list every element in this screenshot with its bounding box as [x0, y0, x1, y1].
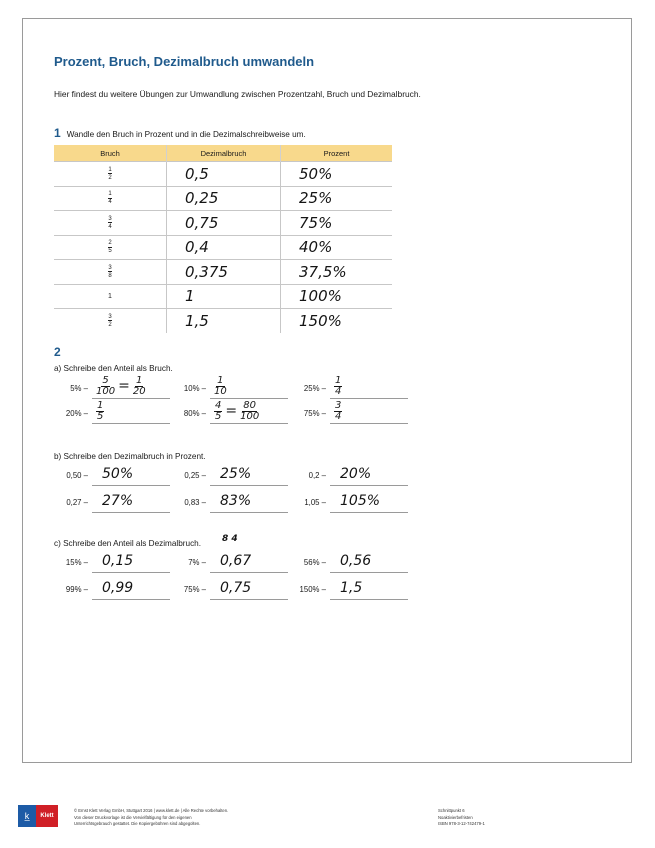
task-2c-label: 75% –: [183, 585, 206, 594]
cell-bruch: [54, 309, 167, 333]
klett-logo-text: Klett: [36, 805, 58, 827]
fraction-denominator: 20: [132, 385, 146, 397]
fraction-numerator: 1: [217, 375, 224, 386]
answer-line: [210, 599, 288, 600]
fraction-denominator: 4: [108, 223, 112, 230]
cell-prozent: [281, 162, 393, 187]
fraction-numerator: 5: [102, 375, 109, 386]
handwritten-fraction: [240, 401, 259, 421]
table-row: [54, 309, 392, 333]
cell-prozent: [281, 186, 393, 211]
handwritten-fraction-answer: [96, 376, 146, 396]
handwritten-percent: 25%: [299, 189, 333, 208]
task-1-number: 1: [54, 126, 61, 140]
task-2c-label: 56% –: [303, 558, 326, 567]
task-2c-label: 7% –: [188, 558, 206, 567]
whole-number: 1: [108, 292, 112, 300]
task-2b-label: 0,50 –: [66, 471, 88, 480]
fraction-numerator: 1: [335, 375, 342, 386]
answer-line: [330, 423, 408, 424]
handwritten-fraction-answer: [96, 401, 104, 421]
task-2b-label: 0,27 –: [66, 498, 88, 507]
cell-dezimalbruch: [167, 260, 281, 285]
task-2-number: 2: [54, 345, 61, 359]
footer-copyright: [74, 808, 228, 828]
handwritten-percent: 150%: [299, 311, 342, 330]
fraction: [108, 216, 112, 230]
task-1-heading: [54, 124, 306, 142]
fraction-numerator: 3: [108, 264, 112, 271]
fraction-denominator: 10: [214, 385, 227, 397]
conversion-table: [54, 145, 392, 333]
handwritten-percent: 40%: [299, 238, 333, 257]
fraction-denominator: 5: [108, 248, 112, 255]
answer-line: [92, 599, 170, 600]
table-row: [54, 284, 392, 309]
handwritten-fraction: [214, 376, 227, 396]
handwritten-fraction: [214, 401, 222, 421]
fraction-numerator: 2: [108, 240, 112, 247]
handwritten-answer: 25%: [220, 466, 252, 482]
intro-text: Hier findest du weitere Übungen zur Umwandlung zwischen Prozentzahl, Bruch und Dezimalbruch.: [54, 89, 421, 99]
task-2a-label: 20% –: [65, 409, 88, 418]
page-title: Prozent, Bruch, Dezimalbruch umwandeln: [54, 54, 315, 69]
handwritten-answer: 27%: [102, 493, 134, 509]
handwritten-fraction: [334, 401, 342, 421]
column-header-dezimalbruch: Dezimalbruch: [167, 145, 281, 162]
answer-line: [210, 572, 288, 573]
handwritten-decimal: 0,75: [185, 213, 219, 232]
handwritten-answer: 105%: [340, 493, 381, 509]
column-header-bruch: Bruch: [54, 145, 167, 162]
answer-line: [330, 398, 408, 399]
task-2c-label: 99% –: [65, 585, 88, 594]
task-2b-heading: b) Schreibe den Dezimalbruch in Prozent.: [54, 452, 206, 461]
klett-logo-mark: k̲: [18, 805, 36, 827]
handwritten-fraction-answer: [334, 401, 342, 421]
answer-line: [210, 423, 288, 424]
handwritten-decimal: 0,25: [185, 189, 219, 208]
answer-line: [210, 512, 288, 513]
fraction: [108, 191, 112, 205]
fraction-denominator: 4: [335, 385, 342, 397]
fraction-denominator: 100: [240, 410, 260, 422]
handwritten-fraction-answer: [334, 376, 342, 396]
handwritten-decimal: 0,4: [185, 238, 209, 257]
cell-dezimalbruch: [167, 186, 281, 211]
footer-book-info: [438, 808, 485, 828]
handwritten-decimal: 1,5: [185, 311, 209, 330]
fraction-numerator: 1: [97, 400, 104, 411]
footer-line: Noaktivierbefristen: [438, 814, 473, 820]
fraction-denominator: 5: [215, 410, 222, 422]
fraction-denominator: 2: [108, 321, 112, 328]
handwritten-percent: 50%: [299, 164, 333, 183]
task-2b-label: 0,83 –: [184, 498, 206, 507]
cell-dezimalbruch: [167, 235, 281, 260]
fraction-numerator: 4: [215, 400, 222, 411]
cell-dezimalbruch: [167, 309, 281, 333]
fraction: [108, 240, 112, 254]
klett-logo: [18, 805, 58, 827]
cell-dezimalbruch: [167, 284, 281, 309]
answer-line: [92, 485, 170, 486]
table-header-row: [54, 145, 392, 162]
answer-line: [210, 398, 288, 399]
answer-line: [330, 485, 408, 486]
task-2b-label: 0,25 –: [184, 471, 206, 480]
task-2b-label: 1,05 –: [304, 498, 326, 507]
table-row: [54, 186, 392, 211]
footer-line: Schnittpunkt 6: [438, 808, 465, 813]
cell-prozent: [281, 284, 393, 309]
handwritten-fraction-answer: [214, 376, 227, 396]
answer-line: [330, 512, 408, 513]
fraction-denominator: 4: [335, 410, 342, 422]
handwritten-decimal: 0,375: [185, 262, 228, 281]
fraction-numerator: 3: [108, 215, 112, 222]
handwritten-answer: 50%: [102, 466, 134, 482]
task-2c-label: 150% –: [299, 585, 326, 594]
cell-prozent: [281, 211, 393, 236]
answer-line: [92, 423, 170, 424]
handwritten-percent: 75%: [299, 213, 333, 232]
handwritten-answer: 0,56: [340, 553, 372, 569]
task-2a-label: 25% –: [303, 384, 326, 393]
handwritten-answer: 83%: [220, 493, 252, 509]
answer-line: [92, 512, 170, 513]
handwritten-decimal: 1: [185, 287, 195, 306]
handwritten-answer: 20%: [340, 466, 372, 482]
fraction-denominator: 8: [108, 272, 112, 279]
fraction-denominator: 2: [108, 174, 112, 181]
answer-line: [210, 485, 288, 486]
equals-sign: =: [225, 403, 238, 419]
handwritten-decimal: 0,5: [185, 164, 209, 183]
handwritten-answer: 1,5: [340, 580, 363, 596]
task-2a-label: 80% –: [183, 409, 206, 418]
footer-line: Von dieser Druckvorlage ist die Vervielfältigung für den eigenen: [74, 814, 192, 820]
handwritten-fraction: [96, 376, 115, 396]
handwritten-answer: 0,99: [102, 580, 134, 596]
cell-dezimalbruch: [167, 162, 281, 187]
fraction: [108, 265, 112, 279]
handwritten-fraction: [133, 376, 146, 396]
fraction: [108, 314, 112, 328]
fraction-denominator: 5: [97, 410, 104, 422]
fraction: [108, 167, 112, 181]
fraction-numerator: 3: [335, 400, 342, 411]
column-header-prozent: Prozent: [281, 145, 393, 162]
cell-bruch: [54, 186, 167, 211]
handwritten-fraction: [334, 376, 342, 396]
answer-line: [92, 398, 170, 399]
handwritten-percent: 37,5%: [299, 262, 347, 281]
fraction-numerator: 1: [108, 191, 112, 198]
cell-prozent: [281, 309, 393, 333]
answer-line: [92, 572, 170, 573]
fraction-numerator: 1: [136, 375, 143, 386]
handwritten-answer: 0,67: [220, 553, 252, 569]
table-row: [54, 235, 392, 260]
cell-bruch: [54, 260, 167, 285]
footer-line: ISBN 978-3-12-742479-1: [438, 821, 485, 826]
footer-line: © Ernst Klett Verlag GmbH, Stuttgart 2016 | www.klett.de | Alle Rechte vorbehalten.: [74, 808, 229, 813]
cell-bruch: [54, 162, 167, 187]
handwritten-fraction-answer: [214, 401, 259, 421]
cell-prozent: [281, 235, 393, 260]
task-2a-heading: a) Schreibe den Anteil als Bruch.: [54, 364, 173, 373]
table-row: [54, 211, 392, 236]
fraction-numerator: 3: [108, 313, 112, 320]
table-row: [54, 162, 392, 187]
task-2a-label: 75% –: [303, 409, 326, 418]
cell-bruch: [54, 284, 167, 309]
cell-bruch: [54, 235, 167, 260]
answer-line: [330, 599, 408, 600]
task-2c-heading: c) Schreibe den Anteil als Dezimalbruch.: [54, 539, 201, 548]
handwritten-percent: 100%: [299, 287, 342, 306]
handwritten-fraction: [96, 401, 104, 421]
task-2a-label: 10% –: [183, 384, 206, 393]
answer-line: [330, 572, 408, 573]
cell-prozent: [281, 260, 393, 285]
handwritten-answer: 0,75: [220, 580, 252, 596]
fraction-denominator: 4: [108, 199, 112, 206]
equals-sign: =: [118, 378, 130, 394]
footer-line: Unterrichtsgebrauch gestattet. Die Kopiergebühren sind abgegolten.: [74, 821, 201, 826]
cell-bruch: [54, 211, 167, 236]
table-row: [54, 260, 392, 285]
task-2c-scribble-note: 8 4: [222, 534, 238, 544]
fraction-numerator: 1: [108, 166, 112, 173]
task-2a-label: 5% –: [70, 384, 88, 393]
cell-dezimalbruch: [167, 211, 281, 236]
handwritten-answer: 0,15: [102, 553, 134, 569]
fraction-denominator: 100: [96, 385, 116, 397]
task-2c-label: 15% –: [65, 558, 88, 567]
task-2b-label: 0,2 –: [308, 471, 326, 480]
task-1-instruction: Wandle den Bruch in Prozent und in die Dezimalschreibweise um.: [66, 130, 306, 139]
fraction-numerator: 80: [243, 400, 257, 411]
